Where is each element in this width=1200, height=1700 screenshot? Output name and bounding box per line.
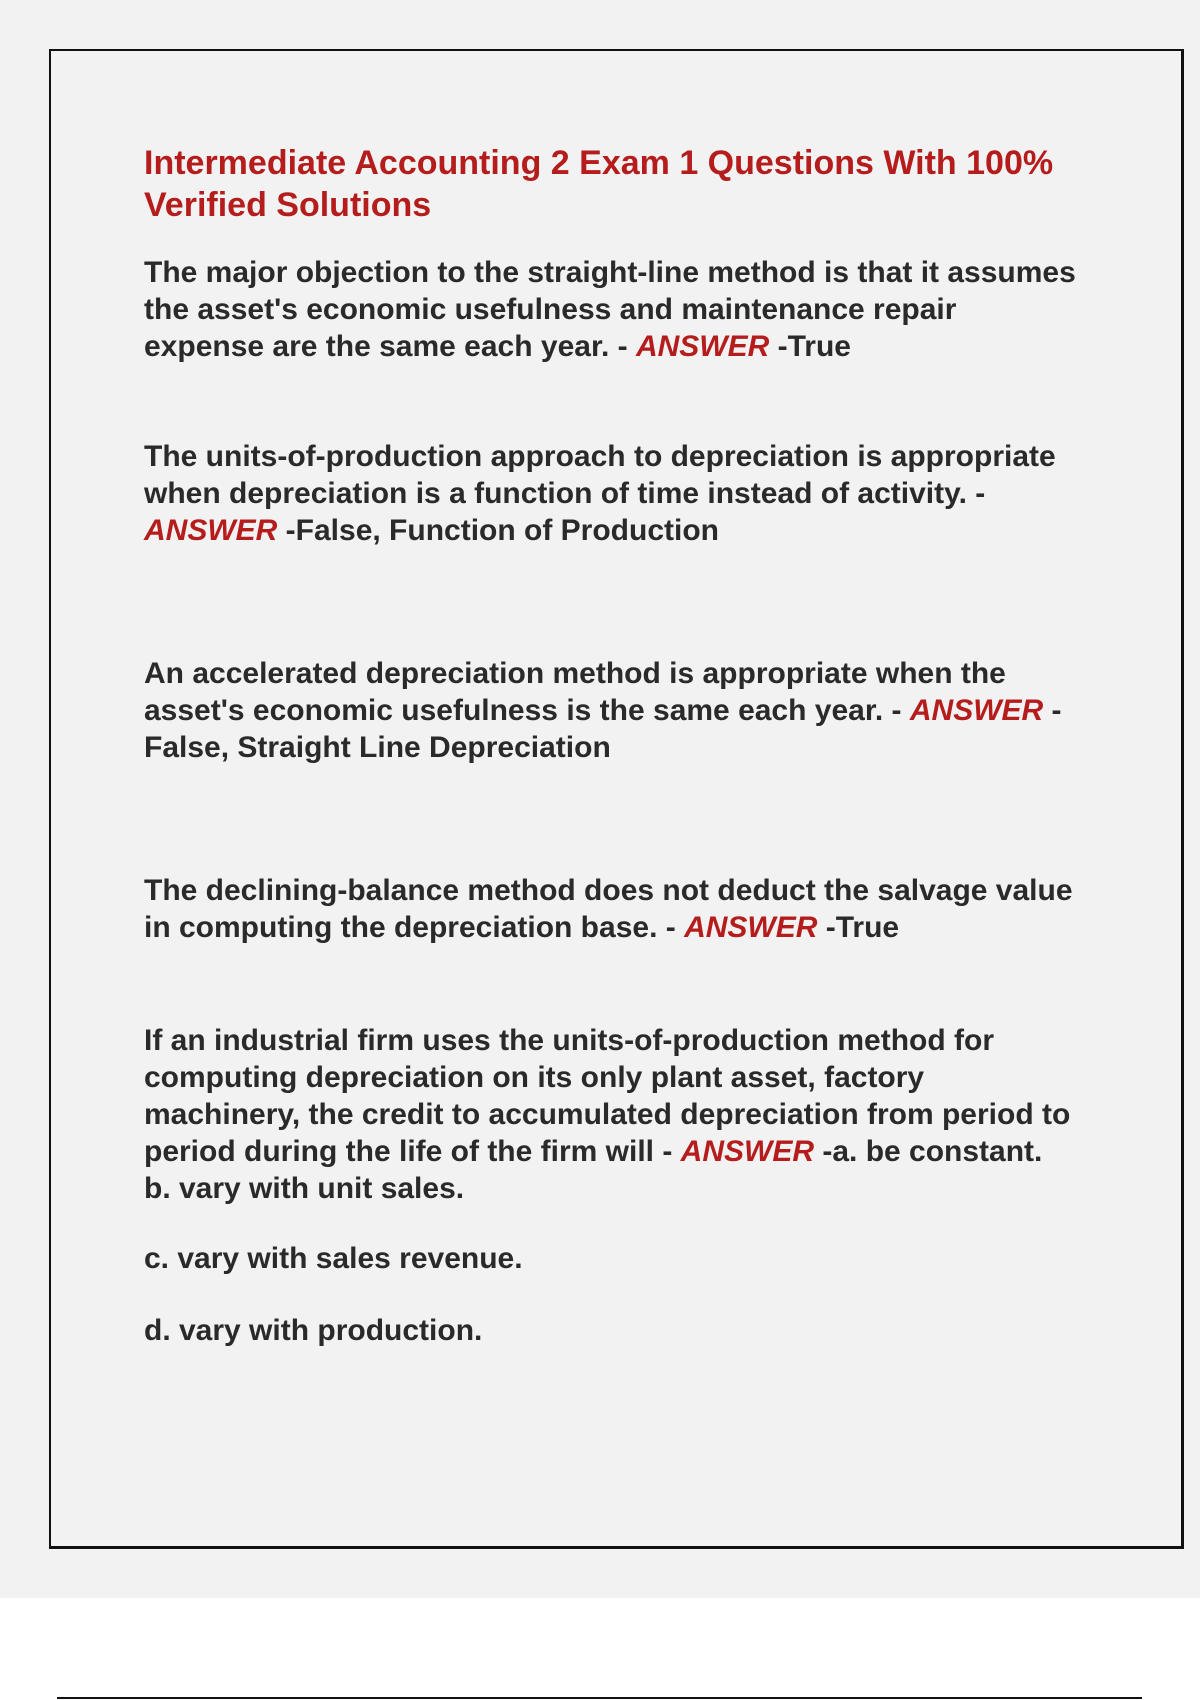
document-content — [144, 142, 1084, 1349]
option-c: c. vary with sales revenue. — [144, 1242, 523, 1275]
question-text: The declining-balance method does not deduct the salvage value in computing the depreciation base. - — [144, 874, 1073, 944]
answer-text: -False, Straight Line Depreciation — [144, 694, 1062, 764]
question-2 — [144, 438, 1084, 549]
answer-label: ANSWER — [909, 694, 1044, 727]
answer-text: -a. be constant. — [814, 1135, 1043, 1168]
next-page-top-border — [57, 1697, 1142, 1699]
question-3 — [144, 655, 1084, 766]
question-text: The units-of-production approach to depreciation is appropriate when depreciation is a function of time instead of activity. - — [144, 440, 1056, 510]
question-1 — [144, 254, 1084, 365]
document-title: Intermediate Accounting 2 Exam 1 Questions With 100% Verified Solutions — [144, 144, 1054, 224]
answer-label: ANSWER — [144, 514, 278, 547]
answer-label: ANSWER — [635, 330, 770, 363]
question-text: The major objection to the straight-line method is that it assumes the asset's economic usefulness and maintenance repair expense are the same each year. - — [144, 256, 1076, 363]
answer-text: -False, Function of Production — [277, 514, 719, 547]
answer-text: -True — [817, 911, 900, 944]
option-d: d. vary with production. — [144, 1314, 483, 1347]
answer-label: ANSWER — [680, 1135, 815, 1168]
question-text: An accelerated depreciation method is appropriate when the asset's economic usefulness is the same each year. - — [144, 657, 1006, 727]
question-5 — [144, 1022, 1084, 1170]
question-text: If an industrial firm uses the units-of-production method for computing depreciation on its only plant asset, factory machinery, the credit to accumulated depreciation from period to period during the life of the firm will - — [144, 1024, 1071, 1168]
option-b: b. vary with unit sales. — [144, 1172, 465, 1205]
answer-text: -True — [769, 330, 851, 363]
question-4 — [144, 872, 1084, 946]
answer-label: ANSWER — [684, 911, 818, 944]
